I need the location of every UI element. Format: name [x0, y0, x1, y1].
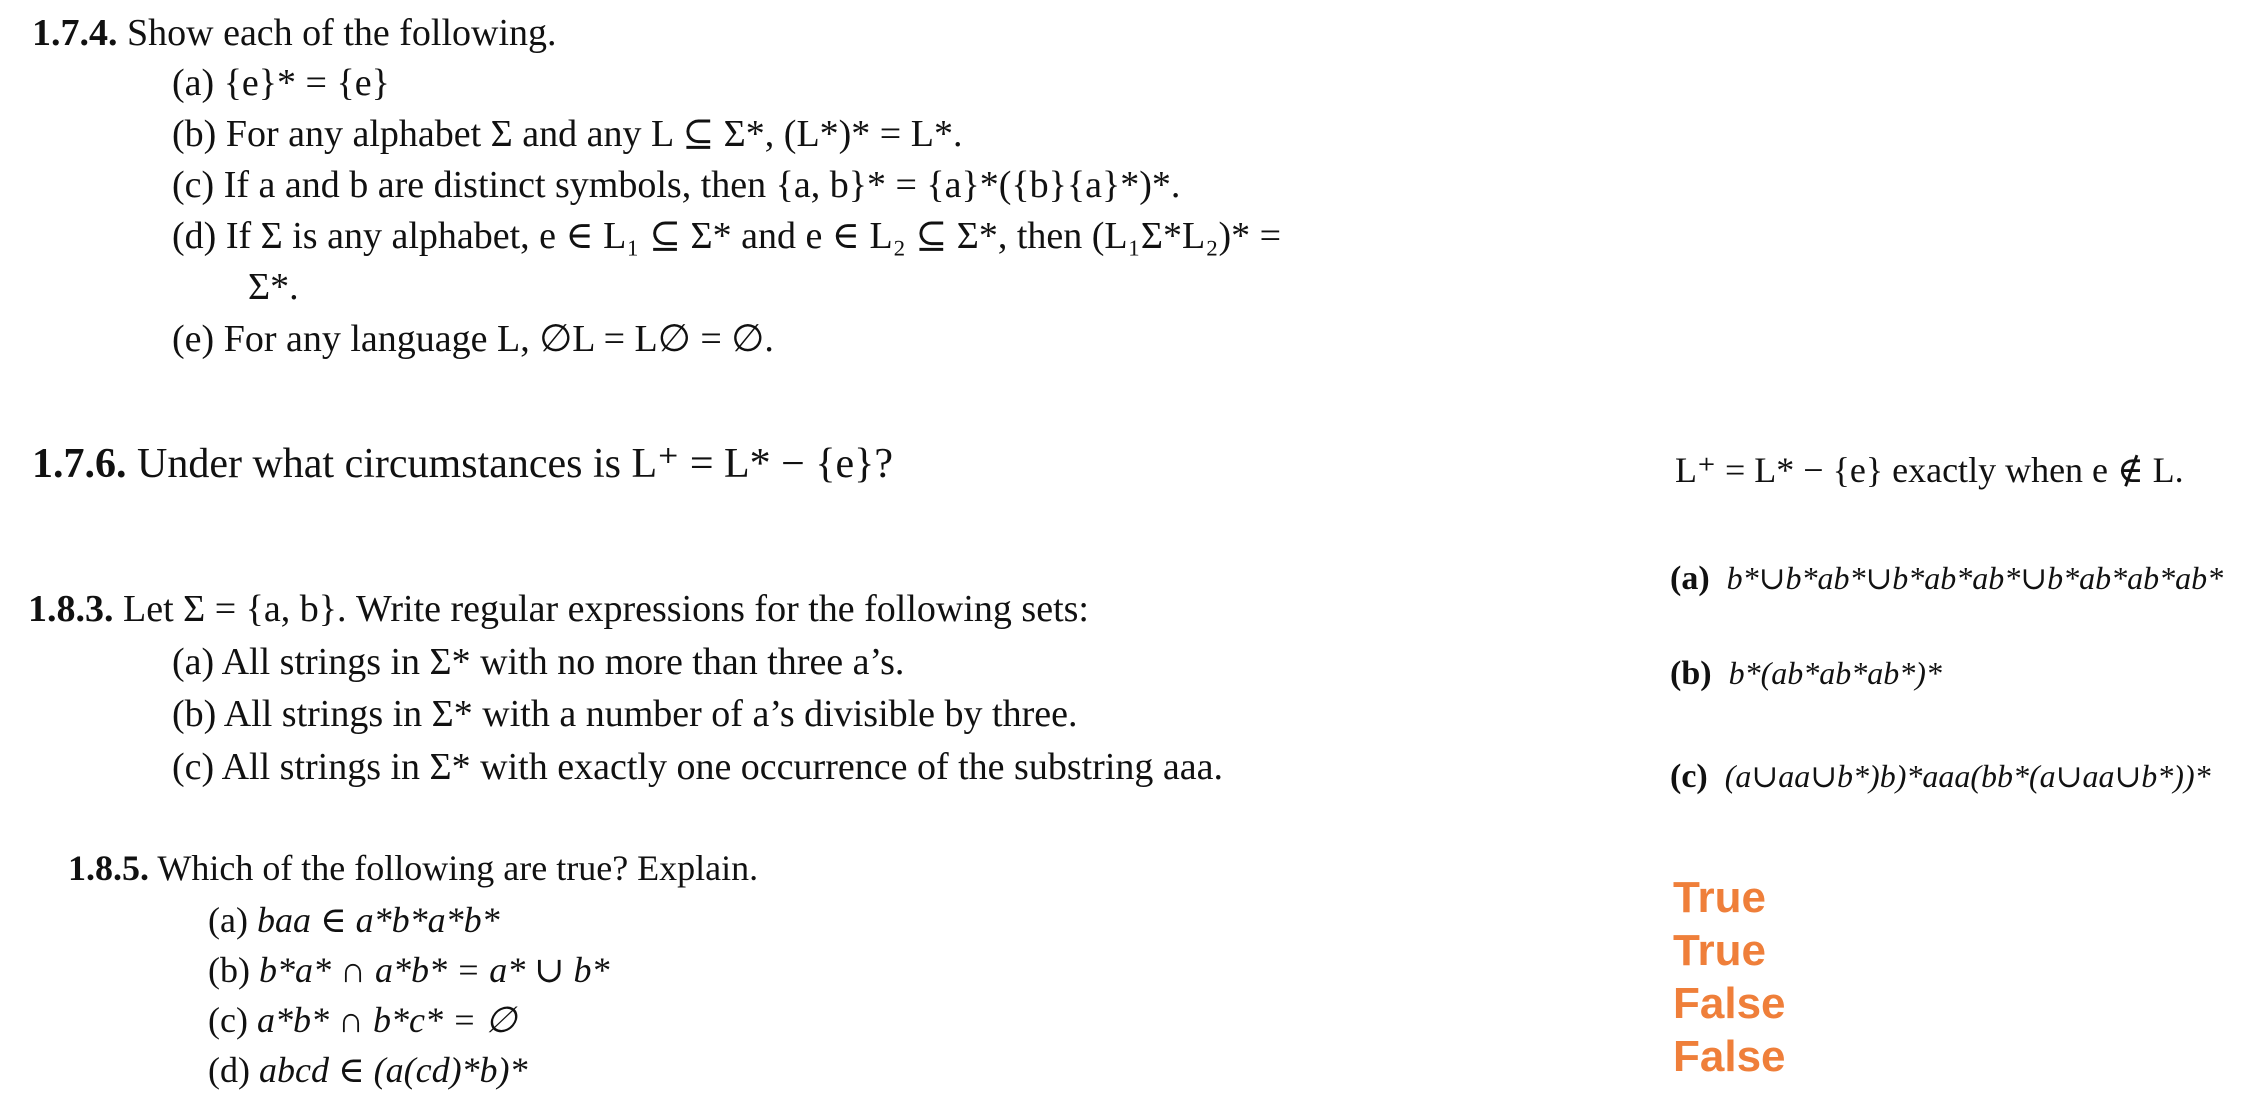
problem-prompt: Let Σ = {a, b}. Write regular expressions for the following sets: [123, 588, 1089, 630]
item-label: (c) [172, 164, 215, 206]
item-text: If a and b are distinct symbols, then {a, b}* = {a}*({b}{a}*)*. [223, 164, 1181, 206]
problem-1-7-4-item-d [172, 217, 1281, 255]
answer-true-a: True [1673, 873, 1766, 922]
item-text: All strings in Σ* with a number of a’s divisible by three. [223, 693, 1078, 735]
answer-label: (a) [1670, 560, 1710, 597]
problem-1-7-4-item-b [172, 115, 962, 153]
item-label: (b) [172, 693, 217, 735]
item-text: a*b* ∩ b*c* = ∅ [256, 1000, 517, 1040]
answer-true-b: True [1673, 926, 1766, 975]
problem-number: 1.8.3. [28, 588, 114, 630]
item-label: (e) [172, 318, 215, 360]
problem-number: 1.8.5. [68, 848, 149, 888]
problem-1-8-3-answer-c [1670, 760, 2211, 794]
problem-1-8-3-item-c [172, 748, 1223, 786]
item-text: All strings in Σ* with exactly one occurrence of the substring aaa. [221, 746, 1223, 788]
problem-1-8-5-item-a [208, 902, 500, 938]
problem-1-8-3-item-a [172, 643, 904, 681]
item-label: (c) [208, 1000, 248, 1040]
answer-text: (a∪aa∪b*)b)*aaa(bb*(a∪aa∪b*))* [1724, 758, 2211, 794]
item-label: (a) [172, 641, 215, 683]
item-label: (c) [172, 746, 215, 788]
answer-text: b*(ab*ab*ab*)* [1728, 655, 1942, 691]
item-label: (d) [172, 215, 217, 257]
item-label: (a) [172, 62, 215, 104]
problem-1-8-5-item-b [208, 952, 609, 988]
problem-1-8-5-item-c [208, 1002, 517, 1038]
problem-1-8-3-answer-a [1670, 562, 2223, 596]
problem-prompt: Which of the following are true? Explain. [157, 848, 759, 888]
problem-1-7-6-answer: L⁺ = L* − {e} exactly when e ∉ L. [1675, 450, 2184, 490]
problem-1-8-3-item-b [172, 695, 1078, 733]
item-label: (b) [172, 113, 217, 155]
problem-1-8-3-header [28, 590, 1089, 628]
problem-1-7-4-item-c [172, 166, 1180, 204]
problem-prompt: Show each of the following. [127, 12, 557, 54]
item-text: All strings in Σ* with no more than three a’s. [221, 641, 905, 683]
answer-label: (c) [1670, 758, 1708, 795]
item-text: abcd ∈ (a(cd)*b)* [258, 1050, 528, 1090]
answer-label: (b) [1670, 655, 1712, 692]
problem-1-7-4-item-e [172, 320, 774, 358]
problem-prompt: Under what circumstances is L⁺ = L* − {e}? [137, 441, 893, 487]
item-text: b*a* ∩ a*b* = a* ∪ b* [258, 950, 610, 990]
problem-1-7-4-header [32, 14, 557, 52]
problem-number: 1.7.4. [32, 12, 118, 54]
item-text: If Σ is any alphabet, e ∈ L₁ ⊆ Σ* and e ∈ L₂ ⊆ Σ*, then (L₁Σ*L₂)* = [225, 215, 1282, 257]
problem-1-7-4-item-a [172, 64, 390, 102]
item-text: For any language L, ∅L = L∅ = ∅. [223, 318, 774, 360]
item-label: (b) [208, 950, 250, 990]
problem-1-7-6-header [32, 443, 893, 485]
answer-text: b*∪b*ab*∪b*ab*ab*∪b*ab*ab*ab* [1726, 560, 2224, 596]
problem-1-8-5-item-d [208, 1052, 528, 1088]
problem-1-8-3-answer-b [1670, 657, 1942, 691]
problem-1-8-5-header [68, 850, 758, 886]
item-label: (a) [208, 900, 248, 940]
item-text: Σ*. [248, 266, 299, 308]
answer-false-d: False [1673, 1032, 1786, 1081]
item-text: {e}* = {e} [223, 62, 390, 104]
problem-1-7-4-item-d-cont [248, 268, 299, 306]
problem-number: 1.7.6. [32, 441, 127, 487]
item-text: For any alphabet Σ and any L ⊆ Σ*, (L*)* = L*. [225, 113, 963, 155]
item-label: (d) [208, 1050, 250, 1090]
item-text: baa ∈ a*b*a*b* [256, 900, 500, 940]
answer-false-c: False [1673, 979, 1786, 1028]
